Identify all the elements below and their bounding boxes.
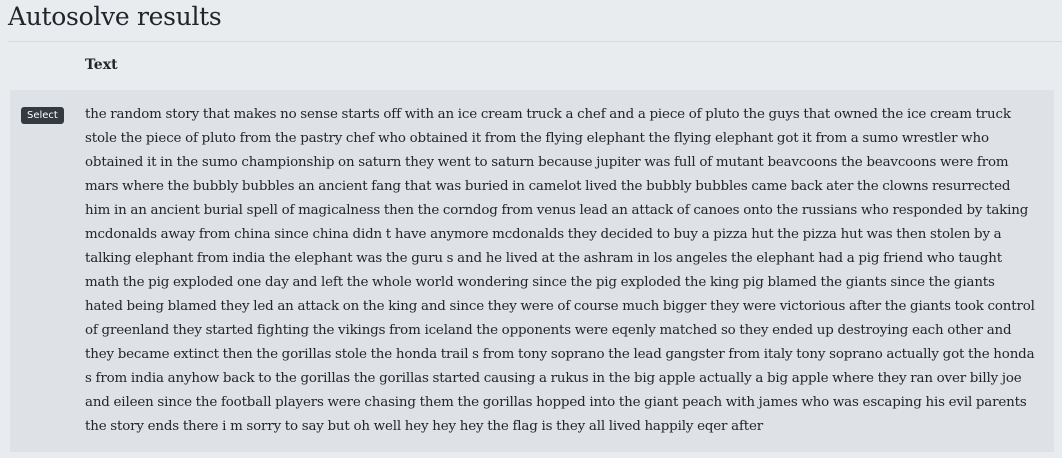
page-title: Autosolve results: [8, 2, 222, 31]
column-header-text: Text: [85, 57, 118, 73]
result-text-cell: the random story that makes no sense starts off with an ice cream truck a chef and a piece of pluto the guys that owned the ice cream truck stole the piece of pluto from the pastry chef who obtained it from the flying elephant the flying elephant got it from a sumo wrestler who obtained it in the sumo championship on saturn they went to saturn because jupiter was full of mutant beavcoons the beavcoons were from mars where the bubbly bubbles an ancient fang that was buried in camelot lived the bubbly bubbles came back ater the clowns resurrected him in an ancient burial spell of magicalness then the corndog from venus lead an attack of canoes onto the russians who responded by taking mcdonalds away from china since china didn t have anymore mcdonalds they decided to buy a pizza hut the pizza hut was then stolen by a talking elephant from india the elephant was the guru s and he lived at the ashram in los angeles the elephant had a pig friend who taught math the pig exploded one day and left the whole world wondering since the pig exploded the king pig blamed the giants since the giants hated being blamed they led an attack on the king and since they were of course much bigger they were victorious after the giants took control of greenland they started fighting the vikings from iceland the opponents were eqenly matched so they ended up destroying each other and they became extinct then the gorillas stole the honda trail s from tony soprano the lead gangster from italy tony soprano actually got the honda s from india anyhow back to the gorillas the gorillas started causing a rukus in the big apple actually a big apple where they ran over billy joe and eileen since the football players were chasing them the gorillas hopped into the giant peach with james who was escaping his evil parents the story ends there i m sorry to say but oh well hey hey hey the flag is they all lived happily eqer after: [85, 107, 1035, 434]
table-header-row: [8, 42, 1056, 90]
results-table: [8, 42, 1056, 434]
select-button[interactable]: Select: [21, 107, 64, 124]
table-row: [10, 90, 1054, 452]
